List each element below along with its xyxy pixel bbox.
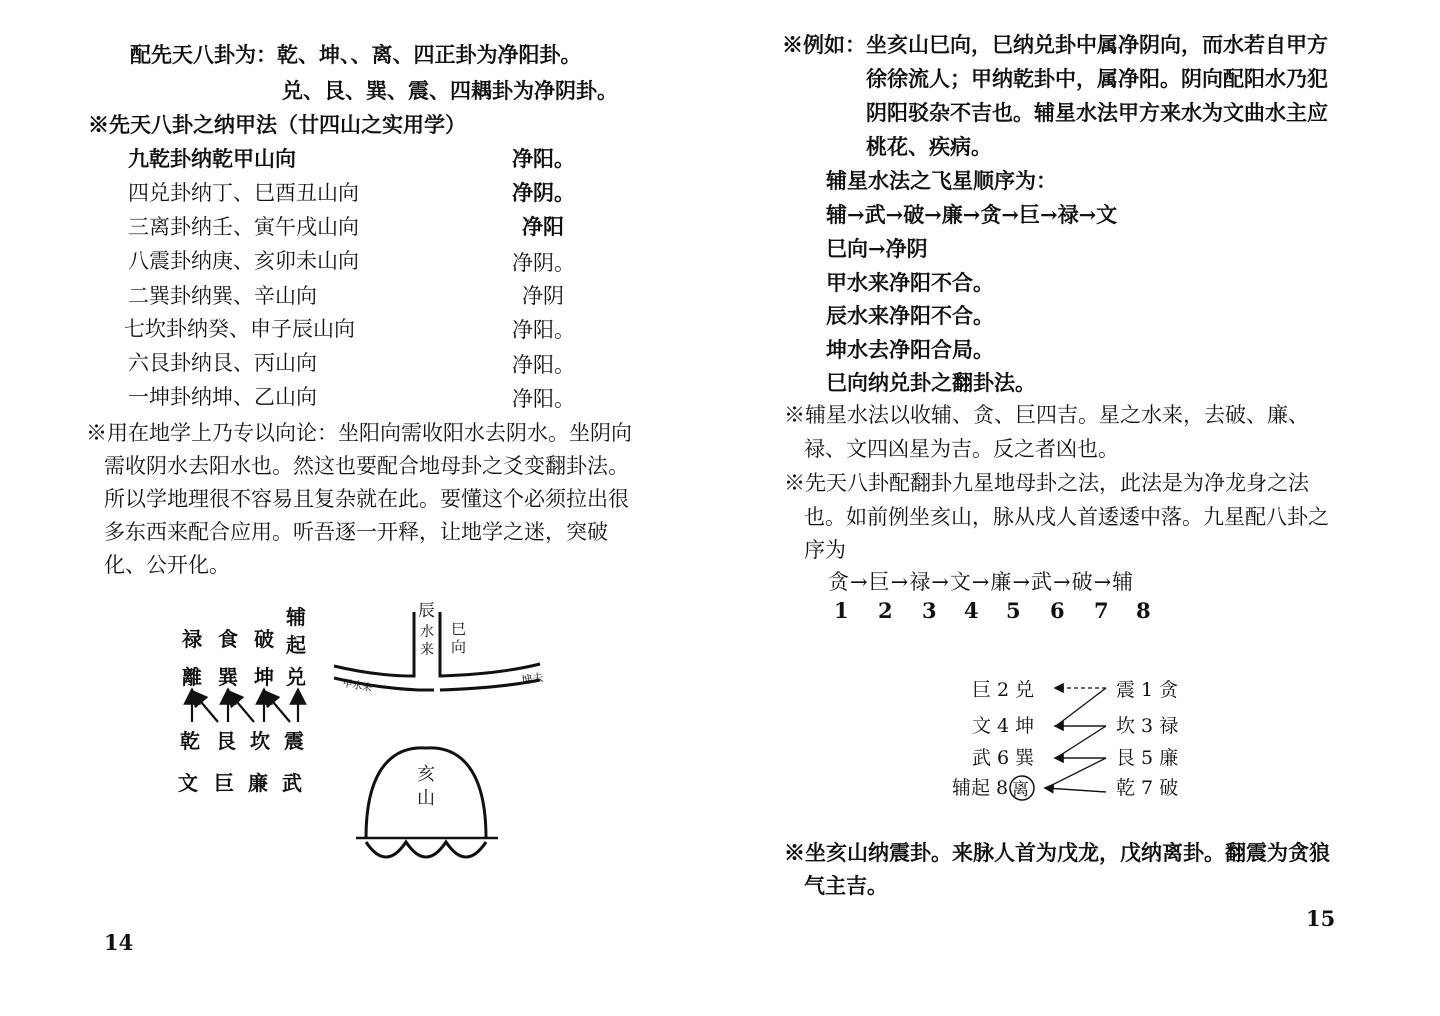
star-number: 7 — [1094, 598, 1109, 623]
note-item: 巳向纳兑卦之翻卦法。 — [826, 370, 1036, 395]
flying-star-heading: 辅星水法之飞星顺序为： — [826, 168, 1057, 193]
pair-right-label: 坎 3 禄 — [1116, 715, 1179, 737]
kun-label: 坤去 — [520, 671, 545, 687]
star-label: 食 — [218, 627, 238, 651]
arrow-line — [196, 696, 218, 722]
hai-shan-label: 山 — [417, 788, 435, 809]
example-line: ※例如：坐亥山巳向，巳纳兑卦中属净阴向，而水若自甲方 — [782, 32, 1328, 57]
star-number: 2 — [878, 598, 893, 623]
chen-water-label: 来 — [420, 642, 434, 658]
star-label: 廉 — [248, 771, 268, 795]
pair-right-label: 乾 7 破 — [1116, 777, 1179, 799]
pair-right-label: 艮 5 廉 — [1116, 747, 1179, 769]
pair-arrow — [1046, 788, 1106, 792]
usage-line: ※用在地学上乃专以向论：坐阳向需收阳水去阴水。坐阴向 — [86, 421, 632, 445]
si-xiang-label: 巳 — [451, 620, 467, 638]
najia-row-gua: 二巽卦纳巽、辛山向 — [128, 284, 317, 308]
closing-line: ※坐亥山纳震卦。来脉人首为戊龙，戊纳离卦。翻震为贪狼 — [784, 840, 1330, 865]
pair-left-label: 辅起 8 — [952, 777, 1009, 799]
pair-line — [1056, 688, 1106, 726]
example-line: 桃花、疾病。 — [866, 134, 992, 159]
right-page — [720, 0, 1440, 1016]
gua-label: 離 — [182, 665, 202, 689]
gua-label: 巽 — [218, 665, 238, 689]
page-number: 14 — [104, 930, 134, 955]
star-number: 5 — [1006, 598, 1021, 623]
star-number: 8 — [1136, 598, 1151, 623]
najia-row-gua: 八震卦纳庚、亥卯未山向 — [128, 249, 359, 273]
note-item: 辰水来净阳不合。 — [826, 303, 994, 328]
fu-label: 辅 — [286, 605, 306, 629]
najia-row-type: 净阴 — [522, 284, 564, 308]
pair-left-label: 巨 2 兑 — [972, 679, 1035, 701]
xiantian-line: ※先天八卦配翻卦九星地母卦之法，此法是为净龙身之法 — [784, 471, 1309, 495]
star-label: 文 — [178, 771, 198, 795]
najia-row-type: 净阳 — [522, 214, 564, 239]
gua-label: 乾 — [180, 729, 200, 753]
arrow-line — [232, 696, 254, 722]
intro-line-1: 配先天八卦为：乾、坤、、离、四正卦为净阳卦。 — [130, 42, 582, 67]
pairing-diagram — [720, 668, 1440, 818]
najia-row-type: 净阳。 — [512, 318, 575, 342]
jia-water-label: 甲水来 — [341, 678, 373, 695]
chen-water-label: 辰 — [418, 601, 435, 621]
star-label: 武 — [282, 771, 302, 795]
xiantian-line: 序为 — [804, 538, 846, 562]
najia-row-gua: 七坎卦纳癸、申子辰山向 — [124, 317, 355, 341]
usage-line: 多东西来配合应用。听吾逐一开释，让地学之迷，突破 — [104, 520, 608, 544]
si-xiang-label: 向 — [451, 638, 467, 656]
chen-water-label: 水 — [420, 624, 434, 640]
usage-line: 需收阴水去阳水也。然这也要配合地母卦之爻变翻卦法。 — [104, 454, 629, 478]
intro-line-2: 兑、艮、巽、震、四耦卦为净阴卦。 — [282, 78, 618, 103]
hai-shan-label: 亥 — [417, 764, 435, 785]
pair-right-label: 震 1 贪 — [1116, 679, 1179, 701]
star-label: 禄 — [182, 627, 202, 651]
star-label: 巨 — [214, 771, 234, 795]
closing-line: 气主吉。 — [804, 873, 888, 898]
fuxing-line: ※辅星水法以收辅、贪、巨四吉。星之水来，去破、廉、 — [784, 403, 1309, 427]
najia-row-type: 净阴。 — [512, 251, 575, 275]
gua-label: 艮 — [216, 729, 236, 753]
li-circle-label: 离 — [1012, 780, 1029, 800]
example-line: 徐徐流人；甲纳乾卦中，属净阳。阴向配阳水乃犯 — [866, 66, 1328, 91]
najia-row-gua: 六艮卦纳艮、丙山向 — [128, 351, 317, 375]
note-item: 坤水去净阳合局。 — [826, 337, 994, 362]
najia-heading: ※先天八卦之纳甲法（廿四山之实用学） — [88, 112, 466, 137]
note-item: 巳向→净阴 — [826, 236, 928, 261]
star-label: 破 — [254, 627, 274, 651]
usage-line: 所以学地理很不容易且复杂就在此。要懂这个必须拉出很 — [104, 487, 629, 511]
usage-line: 化、公开化。 — [104, 553, 230, 577]
najia-row-gua: 三离卦纳壬、寅午戌山向 — [128, 215, 359, 239]
arrow-line — [268, 696, 290, 722]
najia-row-type: 净阳。 — [512, 387, 575, 411]
flying-star-sequence: 辅→武→破→廉→贪→巨→禄→文 — [826, 202, 1118, 227]
pair-line — [1046, 758, 1106, 792]
pair-line — [1056, 726, 1106, 758]
star-number: 3 — [922, 598, 937, 623]
fu-label: 兑 — [286, 665, 306, 689]
pair-left-label: 武 6 巽 — [972, 747, 1035, 769]
najia-row-gua: 四兑卦纳丁、巳酉丑山向 — [128, 181, 359, 205]
nine-star-sequence: 贪→巨→禄→文→廉→武→破→辅 — [828, 570, 1135, 594]
note-item: 甲水来净阳不合。 — [826, 270, 994, 295]
najia-row-gua: 九乾卦纳乾甲山向 — [128, 146, 296, 171]
fuxing-line: 禄、文四凶星为吉。反之者凶也。 — [804, 437, 1119, 461]
page-number: 15 — [1306, 906, 1336, 931]
najia-row-gua: 一坤卦纳坤、乙山向 — [128, 385, 317, 409]
gua-label: 震 — [284, 729, 304, 753]
gua-label: 坎 — [250, 729, 270, 753]
najia-row-type: 净阴。 — [512, 180, 575, 205]
water-channel — [334, 612, 414, 676]
pair-left-label: 文 4 坤 — [972, 715, 1035, 737]
najia-row-type: 净阳。 — [512, 146, 575, 171]
xiantian-line: 也。如前例坐亥山，脉从戌人首逶逶中落。九星配八卦之 — [804, 505, 1329, 529]
star-number: 4 — [964, 598, 979, 623]
star-number: 1 — [834, 598, 849, 623]
mountain-skirt — [366, 842, 486, 857]
star-gua-diagram — [0, 590, 720, 890]
najia-row-type: 净阳。 — [512, 353, 575, 377]
fu-label: 起 — [286, 633, 306, 657]
example-line: 阴阳驳杂不吉也。辅星水法甲方来水为文曲水主应 — [866, 100, 1328, 125]
gua-label: 坤 — [254, 665, 274, 689]
star-number: 6 — [1050, 598, 1065, 623]
